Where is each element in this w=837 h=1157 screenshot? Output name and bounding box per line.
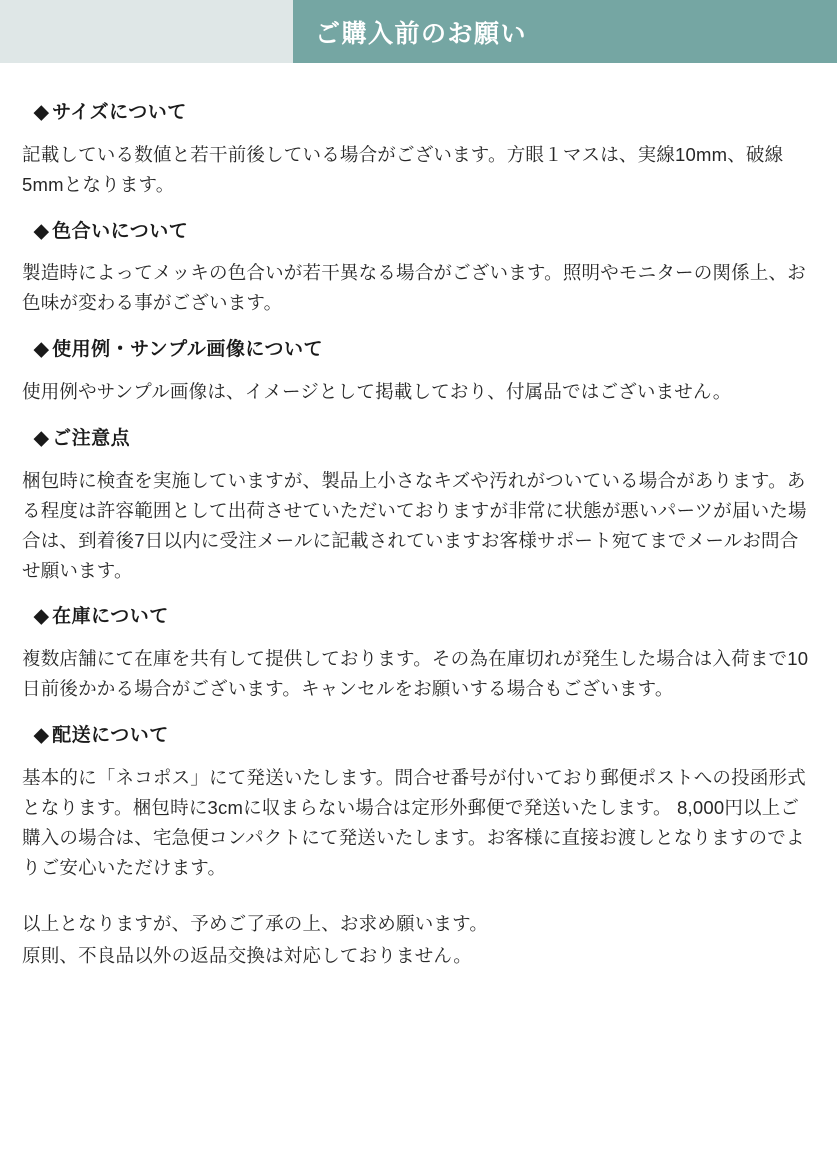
section-heading xyxy=(34,338,817,363)
section-body: 製造時によってメッキの色合いが若干異なる場合がございます。照明やモニターの関係上、お色味が変わる事がございます。 xyxy=(22,262,806,314)
section-heading-label: サイズについて xyxy=(52,102,187,123)
section-heading xyxy=(34,724,817,749)
header-bar xyxy=(0,0,837,63)
section-heading xyxy=(34,427,817,452)
notice-content xyxy=(0,63,837,973)
section-heading-label: 配送について xyxy=(52,725,169,747)
section-heading-label: 使用例・サンプル画像について xyxy=(52,339,324,361)
diamond-bullet-icon: ◆ xyxy=(34,606,50,628)
diamond-bullet-icon: ◆ xyxy=(34,102,50,123)
section-sample-image xyxy=(20,338,817,407)
section-heading xyxy=(34,220,817,245)
section-caution xyxy=(20,427,817,586)
section-shipping xyxy=(20,724,817,883)
closing-line-2: 原則、不良品以外の返品交換は対応しておりません。 xyxy=(22,944,472,966)
section-size xyxy=(20,101,817,200)
page-title: ご購入前のお願い xyxy=(315,19,528,48)
diamond-bullet-icon: ◆ xyxy=(34,339,50,361)
diamond-bullet-icon: ◆ xyxy=(34,220,50,242)
section-color xyxy=(20,220,817,319)
section-body: 使用例やサンプル画像は、イメージとして掲載しており、付属品ではございません。 xyxy=(22,380,732,402)
closing-line-1: 以上となりますが、予めご了承の上、お求め願います。 xyxy=(22,912,489,934)
section-body: 基本的に「ネコポス」にて発送いたします。問合せ番号が付いており郵便ポストへの投函形式となります。梱包時に3cmに収まらない場合は定形外郵便で発送いたします。 8,000円以上ご購入の場合は、宅急便コンパクトにて発送いたします。お客様に直接お渡しとなりますのでよりご安心いただけます。 xyxy=(22,766,806,878)
section-heading-label: 在庫について xyxy=(52,606,169,628)
section-heading-label: 色合いについて xyxy=(52,220,189,242)
section-heading-label: ご注意点 xyxy=(52,427,131,449)
diamond-bullet-icon: ◆ xyxy=(34,427,50,449)
section-body: 梱包時に検査を実施していますが、製品上小さなキズや汚れがついている場合があります。ある程度は許容範囲として出荷させていただいておりますが非常に状態が悪いパーツが届いた場合は、到着後7日以内に受注メールに記載されていますお客様サポート宛てまでメールお問合せ願います。 xyxy=(22,469,807,581)
header-title-band xyxy=(293,0,837,63)
section-heading xyxy=(34,605,817,630)
diamond-bullet-icon: ◆ xyxy=(34,725,50,747)
section-body: 記載している数値と若干前後している場合がございます。方眼１マスは、実線10mm、破線5mmとなります。 xyxy=(22,143,784,195)
section-body: 複数店舗にて在庫を共有して提供しております。その為在庫切れが発生した場合は入荷まで10日前後かかる場合がございます。キャンセルをお願いする場合もございます。 xyxy=(22,648,809,700)
section-heading xyxy=(34,101,817,126)
closing-block xyxy=(20,909,817,971)
section-stock xyxy=(20,605,817,704)
